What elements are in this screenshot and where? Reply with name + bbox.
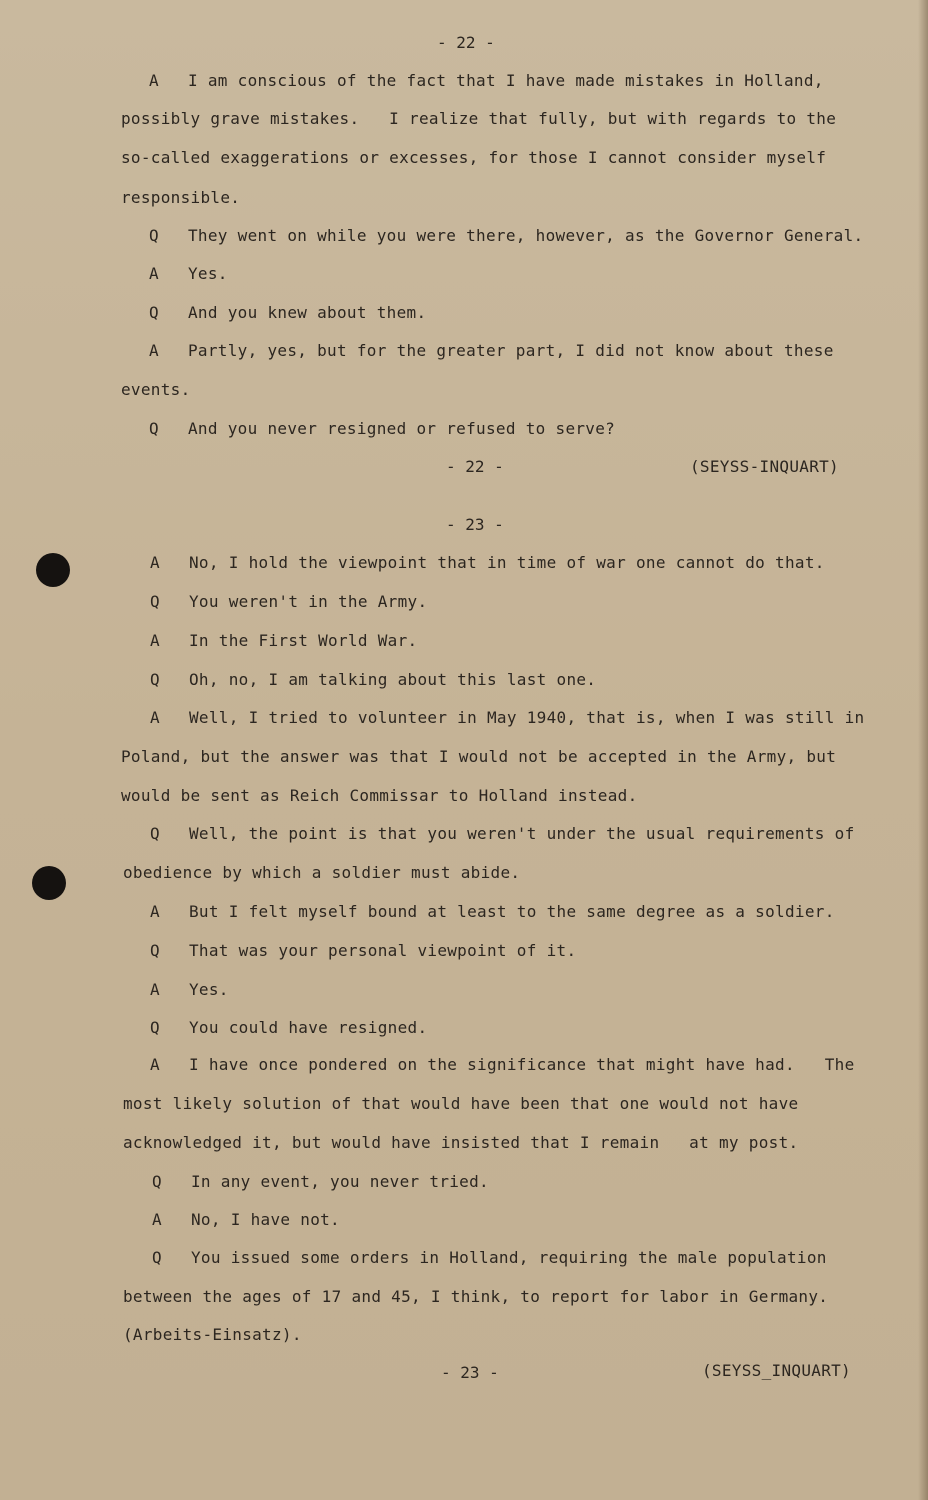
transcript-line: so-called exaggerations or excesses, for those I cannot consider myself [121,148,827,167]
transcript-line: Oh, no, I am talking about this last one. [189,670,597,689]
speaker-label: A [149,264,159,283]
transcript-line: responsible. [121,188,241,207]
transcript-line: No, I hold the viewpoint that in time of war one cannot do that. [189,553,825,572]
transcript-line: They went on while you were there, however, as the Governor General. [188,226,864,245]
punch-hole-bottom [32,866,66,900]
footer-defendant-name: (SEYSS-INQUART) [690,457,839,476]
speaker-label: A [150,631,160,650]
transcript-line: I am conscious of the fact that I have made mistakes in Holland, [188,71,824,90]
speaker-label: A [150,902,160,921]
page-number-header-22: - 22 - [437,33,495,52]
transcript-line: obedience by which a soldier must abide. [123,863,521,882]
speaker-label: A [152,1210,162,1229]
page-edge-shadow [918,0,928,1500]
speaker-label: Q [152,1172,162,1191]
speaker-label: A [150,1055,160,1074]
transcript-line: Poland, but the answer was that I would not be accepted in the Army, but [121,747,837,766]
transcript-line: Well, I tried to volunteer in May 1940, that is, when I was still in [189,708,865,727]
page-number-header-23: - 23 - [446,515,504,534]
speaker-label: A [149,71,159,90]
transcript-line: In any event, you never tried. [191,1172,489,1191]
speaker-label: Q [150,592,160,611]
speaker-label: Q [149,303,159,322]
transcript-line: would be sent as Reich Commissar to Holland instead. [121,786,638,805]
speaker-label: Q [150,941,160,960]
transcript-line: That was your personal viewpoint of it. [189,941,577,960]
transcript-line: You weren't in the Army. [189,592,428,611]
speaker-label: A [150,708,160,727]
transcript-line: Yes. [188,264,228,283]
transcript-line: (Arbeits-Einsatz). [123,1325,302,1344]
transcript-line: And you knew about them. [188,303,427,322]
transcript-line: You issued some orders in Holland, requiring the male population [191,1248,827,1267]
transcript-line: No, I have not. [191,1210,340,1229]
transcript-line: I have once pondered on the significance that might have had. The [189,1055,855,1074]
speaker-label: A [150,980,160,999]
transcript-line: between the ages of 17 and 45, I think, to report for labor in Germany. [123,1287,829,1306]
speaker-label: Q [149,226,159,245]
transcript-line: possibly grave mistakes. I realize that fully, but with regards to the [121,109,837,128]
speaker-label: Q [150,670,160,689]
speaker-label: Q [150,824,160,843]
transcript-line: Yes. [189,980,229,999]
transcript-line: In the First World War. [189,631,418,650]
page-number-footer-23: - 23 - [441,1363,499,1382]
transcript-line: And you never resigned or refused to serve? [188,419,616,438]
speaker-label: A [149,341,159,360]
speaker-label: Q [150,1018,160,1037]
transcript-line: events. [121,380,191,399]
transcript-line: acknowledged it, but would have insisted that I remain at my post. [123,1133,799,1152]
transcript-line: most likely solution of that would have been that one would not have [123,1094,799,1113]
footer-defendant-name: (SEYSS_INQUART) [702,1361,851,1380]
page-number-footer-22: - 22 - [446,457,504,476]
speaker-label: Q [152,1248,162,1267]
speaker-label: A [150,553,160,572]
speaker-label: Q [149,419,159,438]
transcript-line: You could have resigned. [189,1018,428,1037]
transcript-line: Partly, yes, but for the greater part, I did not know about these [188,341,834,360]
transcript-line: Well, the point is that you weren't under the usual requirements of [189,824,855,843]
punch-hole-top [36,553,70,587]
transcript-line: But I felt myself bound at least to the same degree as a soldier. [189,902,835,921]
